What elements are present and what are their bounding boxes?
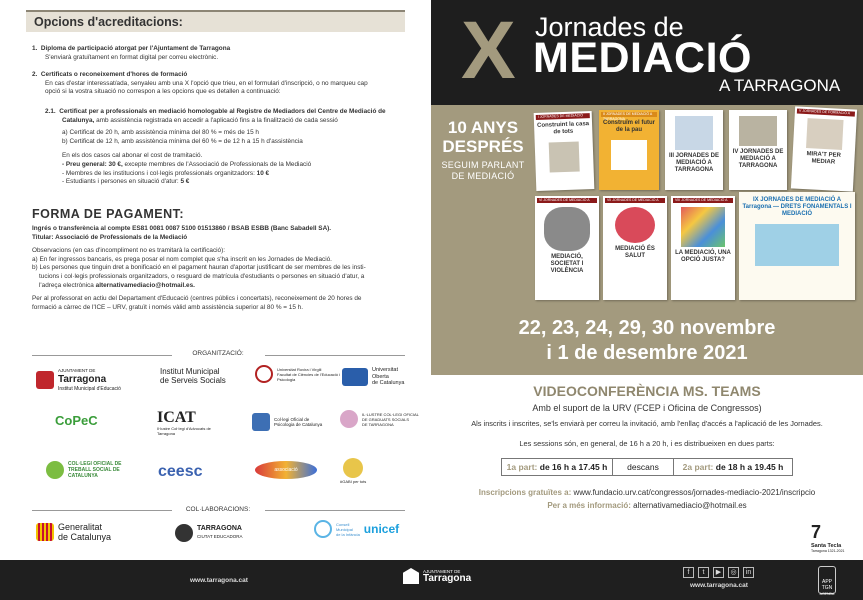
divider [265, 510, 405, 511]
right-panel [431, 0, 863, 560]
support-text: Amb el suport de la URV (FCEP i Oficina de Congressos) [532, 403, 762, 413]
option-2-1: 2.1. Certificat per a professionals en mediació homologable al Registre de Mediadors del Centre de Mediació de Catalunya, amb assistència registrada en accedir a l'aplicació fins a la finalització de cada sessió a) Certificat de 20 h, amb assistència mínima del 80 % = més de 15 h b) Certificat de 12 h, amb assistència mínima del 60 % = de 12 h a 15 h d'assistència En els dos casos cal abonar el cost de tramitació. - Preu general: 30 €, excepte membres de l'Associació de Professionals de la Mediació - Membres de les institucions i col·legis professionals organitzadors: 10 € - Estudiants i persones en situació d'atur: 5 € [45, 108, 386, 186]
treball-social-icon [46, 461, 64, 479]
divider [32, 510, 172, 511]
title-a-tarragona: A TARRAGONA [719, 76, 841, 95]
collaborations-heading: COL·LABORACIONS: [185, 506, 251, 513]
dates-line-1: 22, 23, 24, 29, 30 novembre [518, 317, 776, 339]
senyera-icon [36, 523, 54, 541]
payment-heading: FORMA DE PAGAMENT: [32, 207, 185, 221]
poster-image [755, 224, 839, 266]
social-icons [683, 567, 754, 578]
santa-tecla-logo: 7 Santa Tecla Tarragona 1321-2021 [811, 522, 845, 553]
videoconference-heading: VIDEOCONFERÈNCIA MS. TEAMS [533, 383, 761, 399]
gabi-logo: #GABI per tots [340, 458, 366, 486]
consell-infancia-logo: Consell Municipal de la Infància unicef [314, 520, 399, 538]
footer-website-left[interactable]: www.tarragona.cat [190, 577, 248, 584]
poster-4: IV JORNADES DE MEDIACIÓ A TARRAGONA [729, 110, 787, 190]
poster-7: VII JORNADES DE MEDIACIÓ A TARRAGONA MEDIACIÓ ÉS SALUT [603, 196, 667, 300]
ajuntament-emblem-icon [403, 568, 419, 584]
uoc-logo: Universitat Oberta de Catalunya [342, 367, 404, 387]
tarragona-ciutat-educadora-logo: TARRAGONA CIUTAT EDUCADORA [175, 524, 243, 542]
sessions-schedule: 1a part: de 16 h a 17.45 h descans 2a part: de 18 h a 19.45 h [501, 458, 793, 476]
divider [265, 355, 405, 356]
poster-6: VI JORNADES DE MEDIACIÓ A TARRAGONA MEDIACIÓ, SOCIETAT I VIOLÈNCIA [535, 196, 599, 300]
dates-line-2: i 1 de desembre 2021 [546, 342, 748, 364]
youtube-icon[interactable]: ▶ [713, 567, 724, 578]
urv-fcep-logo: Universitat Rovira i Virgili Facultat de Ciències de l'Educació i Psicologia [255, 365, 347, 383]
registration-line: Inscripcions gratuïtes a: www.fundacio.urv.cat/congressos/jornades-mediacio-2021/inscripcio [478, 488, 816, 497]
poster-image [739, 116, 777, 146]
poster-image [611, 140, 647, 170]
twitter-icon[interactable]: t [698, 567, 709, 578]
urv-icon [255, 365, 273, 383]
poster-image [675, 116, 713, 150]
poster-image [615, 207, 655, 243]
copec-logo: CoPeC [55, 413, 98, 428]
poster-image [544, 207, 590, 251]
poster-image [806, 118, 844, 150]
consell-infancia-icon [314, 520, 332, 538]
title-jornades: Jornades de [535, 12, 684, 42]
graduats-socials-logo: IL·LUSTRE COL·LEGI OFICIAL DE GRADUATS SOCIALS DE TARRAGONA [340, 410, 419, 428]
info-email-link[interactable]: alternativamediacio@hotmail.es [633, 501, 747, 510]
footer-ajuntament-logo: AJUNTAMENT DE Tarragona [403, 568, 471, 584]
poster-3: III JORNADES DE MEDIACIÓ A TARRAGONA [665, 110, 723, 190]
ceesc-logo: ceesc [158, 463, 203, 480]
ciutat-educadora-icon [175, 524, 193, 542]
imss-logo: Institut Municipal de Serveis Socials [160, 367, 226, 385]
edition-numeral: X [461, 5, 516, 96]
copc-icon [252, 413, 270, 431]
generalitat-logo: Generalitat de Catalunya [36, 522, 111, 542]
divider [32, 355, 172, 356]
option-1: 1. Diploma de participació atorgat per l'Ajuntament de Tarragona S'enviarà gratuïtament en format digital per correu electrònic. [32, 45, 231, 61]
facebook-icon[interactable]: f [683, 567, 694, 578]
options-heading: Opcions d'acreditacions: [26, 10, 405, 32]
organization-heading: ORGANITZACIÓ: [192, 350, 244, 357]
poster-image [681, 207, 725, 247]
footer-website-right[interactable]: www.tarragona.cat [690, 582, 748, 589]
icat-logo: ICAT Il·lustre Col·legi d'Advocats de Tarragona [157, 409, 211, 436]
associacio-logo: associació [255, 461, 317, 479]
title-mediacio: MEDIACIÓ [533, 34, 752, 82]
poster-2: II JORNADES DE MEDIACIÓ A TARRAGONA Construïm el futur de la pau [599, 110, 659, 190]
gabi-icon [343, 458, 363, 478]
treball-social-logo: COL·LEGI OFICIAL DE TREBALL SOCIAL DE CATALUNYA [46, 461, 122, 479]
sessions-text: Les sessions són, en general, de 16 h a 20 h, i es distribueixen en dues parts: [519, 439, 775, 448]
invitation-text: Als inscrits i inscrites, se'ls enviarà per correu la invitació, amb l'enllaç d'accés a l'aplicació de les Jornades. [471, 419, 823, 428]
linkedin-icon[interactable]: in [743, 567, 754, 578]
payment-details: Ingrés o transferència al compte ES81 0081 0087 5100 01513860 / BSAB ESBB (Banc Sabadell SA). Titular: Associació de Professionals de la Mediació Observacions (en cas d'incompliment no es tramitarà la certificació): a) En fer ingressos bancaris, es prega posar el nom complet que s'ha inscrit en les Jornades de Mediació. b) Les persones que tinguin dret a bonificació en el pagament hauran d'aportar justificant de ser membres de les insti- tucions i col·legis professionals organitzadors, o resguard de matrícula d'estudiants o persones en situació d'atur, a l'adreça electrònica alternativamediacio@hotmail.es. Per al professorat en actiu del Departament d'Educació (centres públics i concertats), reconeixement de 20 hores de formació a càrrec de l'ICE – URV, gratuït i només vàlid amb assistència superior al 80 % = 15 h. [32, 225, 366, 311]
poster-1: I JORNADES DE MEDIACIÓ Construint la casa de tots [534, 111, 595, 191]
left-panel [0, 0, 431, 560]
ajuntament-icon [36, 371, 54, 389]
ajuntament-tarragona-ime-logo: AJUNTAMENT DE Tarragona Institut Municipal d'Educació [36, 367, 121, 393]
app-tgn-agenda-icon[interactable]: APP TGN AGENDA [818, 566, 836, 594]
poster-image [549, 141, 580, 172]
option-2: 2. Certificats o reconeixement d'hores de formació En cas d'estar interessat/ada, senyaleu amb una X l'opció que trieu, en el formulari d'inscripció, o no marqueu cap opció si la vostra situació no correspon a les opcions que es detallen a continuació: [32, 71, 368, 96]
anniversary-tagline: 10 ANYS DESPRÉS SEGUIM PARLANT DE MEDIACIÓ [441, 118, 525, 181]
instagram-icon[interactable]: ◎ [728, 567, 739, 578]
poster-9: IX JORNADES DE MEDIACIÓ A Tarragona — DRETS FONAMENTALS I MEDIACIÓ [739, 192, 855, 300]
uoc-icon [342, 368, 368, 386]
copc-logo: Col·legi Oficial de Psicologia de Catalunya [252, 413, 322, 431]
poster-5: V JORNADES DE FORMACIÓ A TARRAGONA MIRA'T PER MEDIAR [791, 106, 857, 191]
graduats-icon [340, 410, 358, 428]
info-line: Per a més informació: alternativamediacio@hotmail.es [547, 501, 747, 510]
poster-8: VIII JORNADES DE MEDIACIÓ A Tarragona LA MEDIACIÓ, UNA OPCIÓ JUSTA? [671, 196, 735, 300]
registration-link[interactable]: www.fundacio.urv.cat/congressos/jornades-mediacio-2021/inscripcio [573, 488, 816, 497]
